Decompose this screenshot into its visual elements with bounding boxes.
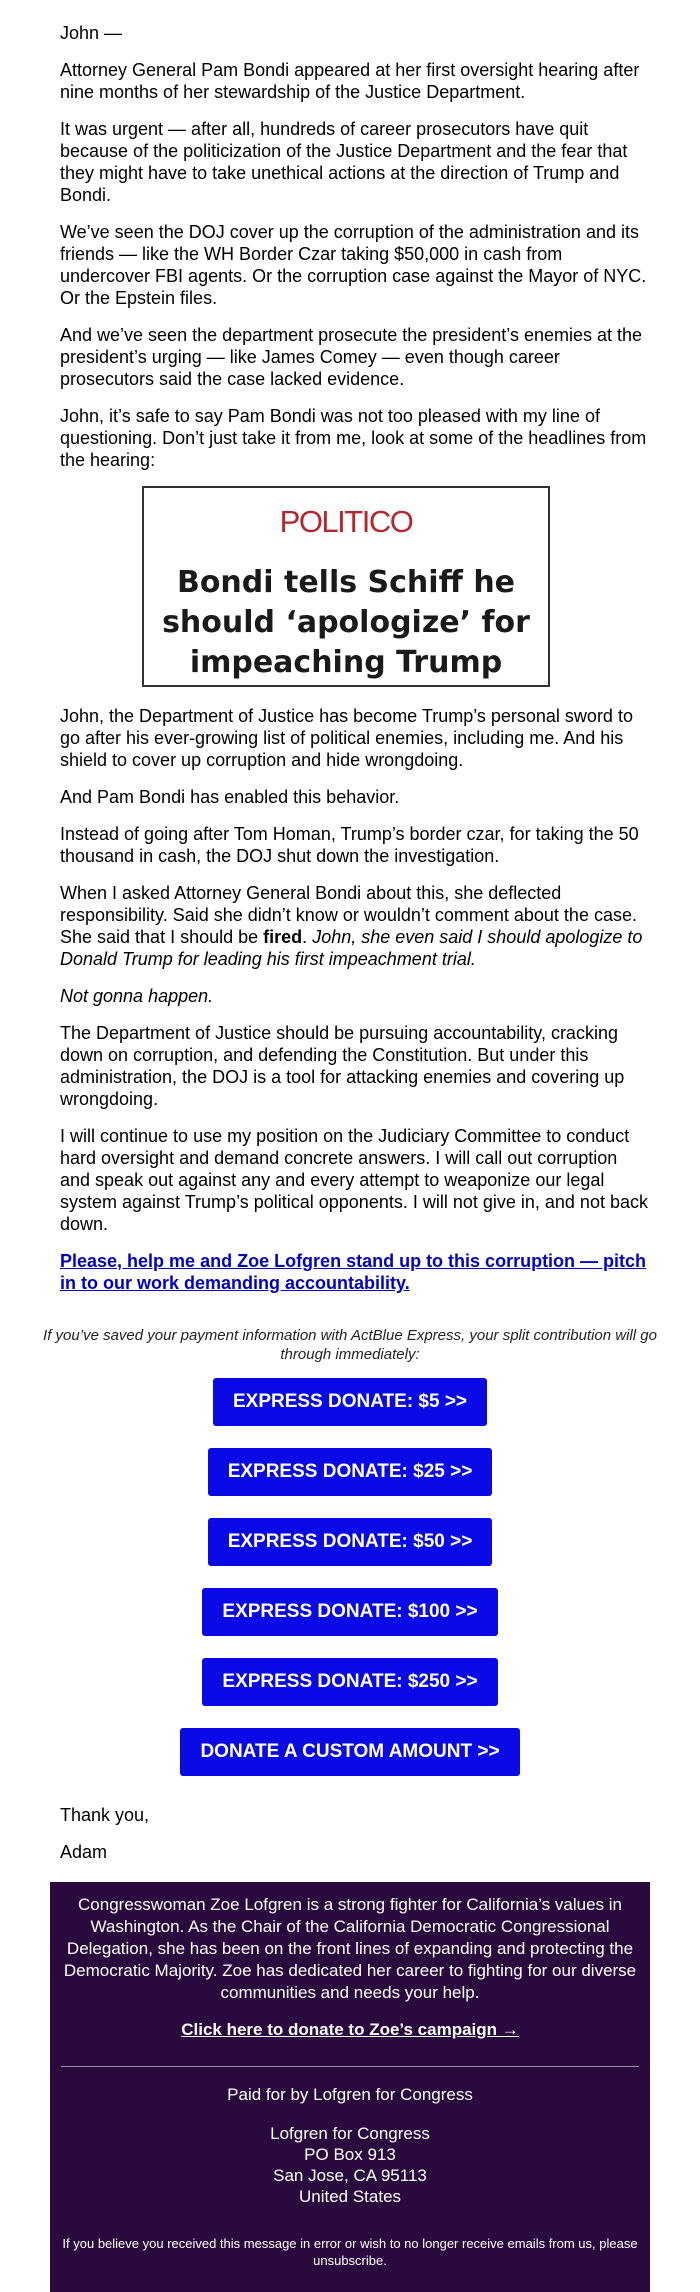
express-donate-250-button[interactable]: EXPRESS DONATE: $250 >> xyxy=(202,1658,497,1706)
footer xyxy=(50,1882,650,2292)
donate-zoe-campaign-link[interactable]: Click here to donate to Zoe’s campaign → xyxy=(181,2020,519,2039)
express-donate-100-button[interactable]: EXPRESS DONATE: $100 >> xyxy=(202,1588,497,1636)
address-line: United States xyxy=(298,2187,402,2206)
letter-content xyxy=(60,0,650,1294)
donate-custom-amount-button[interactable]: DONATE A CUSTOM AMOUNT >> xyxy=(180,1728,519,1776)
paragraph: Attorney General Pam Bondi appeared at her first oversight hearing after nine months of her stewardship of the Justice Department. xyxy=(60,60,640,102)
italic-text: John, she even said I should apologize to Donald Trump for leading his first impeachment trial. xyxy=(60,927,643,969)
unsubscribe-notice[interactable]: If you believe you received this message in error or wish to no longer receive emails from us, please unsubscribe. xyxy=(62,2236,638,2268)
address-line: Lofgren for Congress xyxy=(270,2124,430,2143)
headline-image xyxy=(142,486,550,687)
paragraph: Instead of going after Tom Homan, Trump’s border czar, for taking the 50 thousand in cash, the DOJ shut down the investigation. xyxy=(60,824,639,866)
paragraph: The Department of Justice should be pursuing accountability, cracking down on corruption, and defending the Constitution. But under this administration, the DOJ is a tool for attacking enemies and covering up wrongdoing. xyxy=(60,1023,625,1109)
paragraph: I will continue to use my position on the Judiciary Committee to conduct hard oversight and demand concrete answers. I will call out corruption and speak out against any and every attempt to weaponize our legal system against Trump’s political opponents. I will not give in, and not back down. xyxy=(60,1126,648,1234)
text-run: When I asked Attorney General Bondi about this, she deflected responsibility. Said she didn’t know or wouldn’t comment about the case. She said that I should be xyxy=(60,883,637,947)
closing xyxy=(60,1804,650,1863)
paragraph: It was urgent — after all, hundreds of career prosecutors have quit because of the politicization of the Justice Department and the fear that they might have to take unethical actions at the direction of Trump and Bondi. xyxy=(60,119,628,205)
italic-text: Not gonna happen. xyxy=(60,986,214,1006)
cta-paragraph xyxy=(60,1250,650,1294)
thanks: Thank you, xyxy=(60,1805,150,1825)
paragraph: John, the Department of Justice has become Trump’s personal sword to go after his ever-growing list of political enemies, including me. And his shield to cover up corruption and hide wrongdoing. xyxy=(60,706,633,770)
address-line: San Jose, CA 95113 xyxy=(273,2166,427,2185)
not-gonna-happen xyxy=(60,985,650,1007)
paragraph: And Pam Bondi has enabled this behavior. xyxy=(60,787,400,807)
button-row xyxy=(0,1378,700,1448)
headline-text: Bondi tells Schiff he should ‘apologize’ for impeaching Trump xyxy=(162,565,530,680)
paid-for-notice: Paid for by Lofgren for Congress xyxy=(227,2085,473,2104)
greeting: John — xyxy=(60,23,123,43)
express-donate-25-button[interactable]: EXPRESS DONATE: $25 >> xyxy=(208,1448,493,1496)
express-note: If you’ve saved your payment information with ActBlue Express, your split contribution will go through immediately: xyxy=(43,1327,657,1363)
text-run: . xyxy=(302,927,313,947)
bold-text: fired xyxy=(263,927,303,947)
button-row xyxy=(0,1588,700,1658)
footer-bio: Congresswoman Zoe Lofgren is a strong fighter for California’s values in Washington. As the Chair of the California Democratic Congressional Delegation, she has been on the front lines of expanding and protecting the Democratic Majority. Zoe has dedicated her career to fighting for our diverse communities and needs your help. xyxy=(63,1895,637,2002)
footer-divider xyxy=(61,2066,639,2067)
button-row xyxy=(0,1728,700,1798)
paragraph: And we’ve seen the department prosecute the president’s enemies at the president’s urging — like James Comey — even though career prosecutors said the case lacked evidence. xyxy=(60,325,643,389)
mailing-address xyxy=(60,2123,640,2207)
politico-logo: POLITICO xyxy=(279,504,413,539)
paragraph: John, it’s safe to say Pam Bondi was not too pleased with my line of questioning. Don’t just take it from me, look at some of the headlines from the hearing: xyxy=(60,406,647,470)
button-row xyxy=(0,1518,700,1588)
button-row xyxy=(0,1448,700,1518)
express-donate-5-button[interactable]: EXPRESS DONATE: $5 >> xyxy=(213,1378,487,1426)
fired-paragraph xyxy=(60,882,650,970)
address-line: PO Box 913 xyxy=(304,2145,396,2164)
button-row xyxy=(0,1658,700,1728)
donate-cta-link[interactable]: Please, help me and Zoe Lofgren stand up to this corruption — pitch in to our work demanding accountability. xyxy=(60,1251,647,1293)
signature: Adam xyxy=(60,1842,108,1862)
express-donate-50-button[interactable]: EXPRESS DONATE: $50 >> xyxy=(208,1518,493,1566)
paragraph: We’ve seen the DOJ cover up the corruption of the administration and its friends — like the WH Border Czar taking $50,000 in cash from undercover FBI agents. Or the corruption case against the Mayor of NYC. Or the Epstein files. xyxy=(60,222,647,308)
